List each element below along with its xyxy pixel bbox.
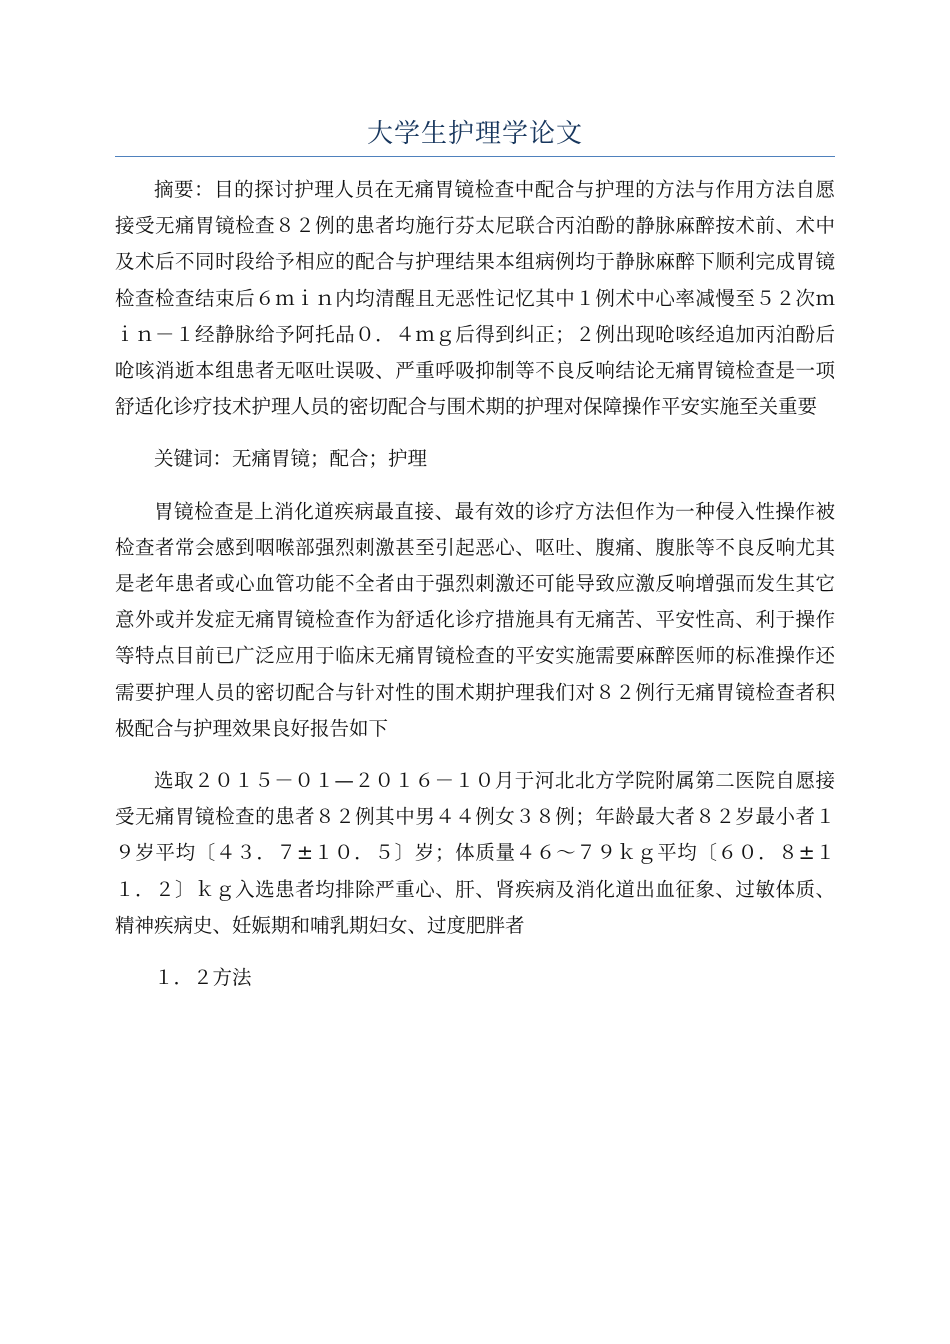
- title-block: [115, 112, 835, 157]
- section-heading-methods: １．２方法: [154, 966, 252, 990]
- introduction-paragraph: 胃镜检查是上消化道疾病最直接、最有效的诊疗方法但作为一种侵入性操作被检查者常会感到咽喉部强烈刺激甚至引起恶心、呕吐、腹痛、腹胀等不良反响尤其是老年患者或心血管功能不全者由于强烈刺激还可能导致应激反响增强而发生其它意外或并发症无痛胃镜检查作为舒适化诊疗措施具有无痛苦、平安性高、利于操作等特点目前已广泛应用于临床无痛胃镜检查的平安实施需要麻醉医师的标准操作还需要护理人员的密切配合与针对性的围术期护理我们对８２例行无痛胃镜检查者积极配合与护理效果良好报告如下: [115, 499, 835, 740]
- document-body: [115, 172, 835, 1012]
- abstract-paragraph: 摘要：目的探讨护理人员在无痛胃镜检查中配合与护理的方法与作用方法自愿接受无痛胃镜检查８２例的患者均施行芬太尼联合丙泊酚的静脉麻醉按术前、术中及术后不同时段给予相应的配合与护理结果本组病例均于静脉麻醉下顺利完成胃镜检查检查结束后６ｍｉｎ内均清醒且无恶性记忆其中１例术中心率减慢至５２次ｍｉｎ－１经静脉给予阿托品０．４ｍｇ后得到纠正；２例出现呛咳经追加丙泊酚后呛咳消逝本组患者无呕吐误吸、严重呼吸抑制等不良反响结论无痛胃镜检查是一项舒适化诊疗技术护理人员的密切配合与围术期的护理对保障操作平安实施至关重要: [115, 178, 835, 419]
- keywords-paragraph: 关键词：无痛胃镜；配合；护理: [154, 447, 428, 471]
- document-title: 大学生护理学论文: [366, 119, 583, 149]
- subjects-paragraph: 选取２０１５－０１—２０１６－１０月于河北北方学院附属第二医院自愿接受无痛胃镜检查的患者８２例其中男４４例女３８例；年龄最大者８２岁最小者１９岁平均〔４３．７±１０．５〕岁；体质量４６～７９ｋｇ平均〔６０．８±１１．２〕ｋｇ入选患者均排除严重心、肝、肾疾病及消化道出血征象、过敏体质、精神疾病史、妊娠期和哺乳期妇女、过度肥胖者: [115, 769, 835, 937]
